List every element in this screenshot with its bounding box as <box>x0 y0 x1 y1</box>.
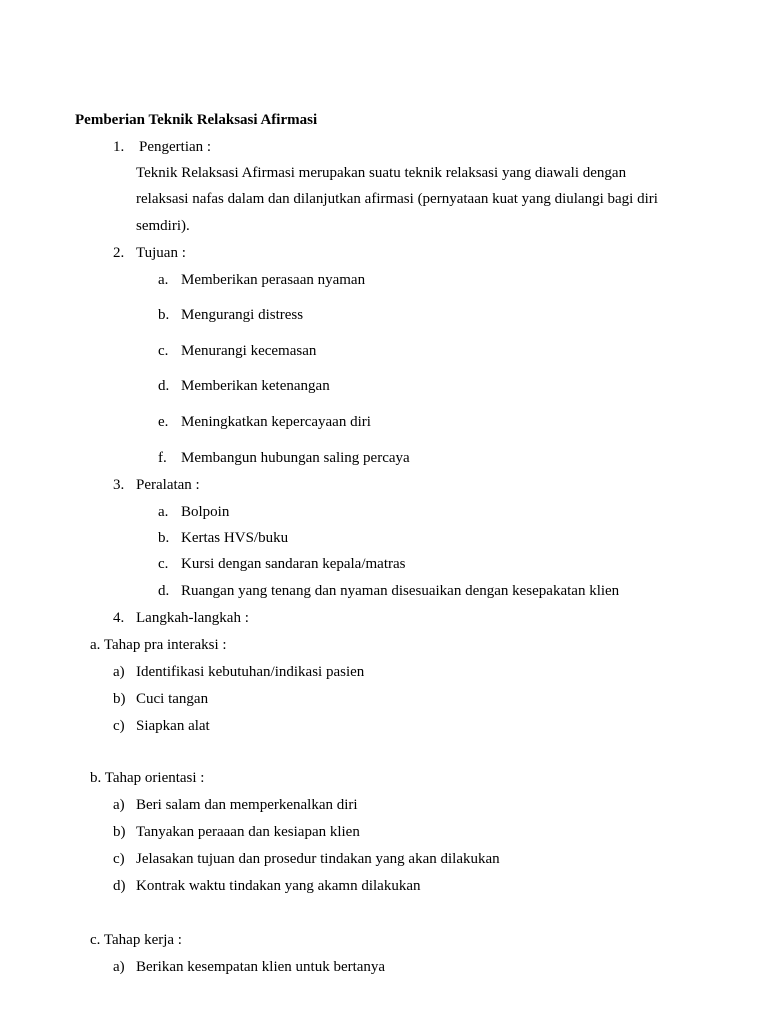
list-item: Menurangi kecemasan <box>181 343 317 359</box>
section-heading-pengertian: Pengertian : <box>139 139 212 155</box>
section-heading-langkah: Langkah-langkah : <box>136 610 249 626</box>
list-item: Cuci tangan <box>136 691 209 707</box>
section-heading-peralatan: Peralatan : <box>136 477 200 493</box>
stage-heading-kerja: c. Tahap kerja : <box>90 932 182 948</box>
list-marker: a. <box>158 504 169 520</box>
list-marker: e. <box>158 414 169 430</box>
list-item: Beri salam dan memperkenalkan diri <box>136 797 358 813</box>
section-number: 3. <box>113 477 125 493</box>
list-item: Memberikan ketenangan <box>181 378 330 394</box>
list-marker: a) <box>113 664 125 680</box>
list-marker: c. <box>158 556 169 572</box>
list-item: Kursi dengan sandaran kepala/matras <box>181 556 406 572</box>
paragraph-line: relaksasi nafas dalam dan dilanjutkan afirmasi (pernyataan kuat yang diulangi bagi diri <box>136 191 658 207</box>
list-item: Kontrak waktu tindakan yang akamn dilakukan <box>136 878 421 894</box>
list-marker: d) <box>113 878 126 894</box>
list-marker: d. <box>158 378 170 394</box>
list-marker: c) <box>113 718 125 734</box>
list-item: Bolpoin <box>181 504 230 520</box>
section-number: 2. <box>113 245 125 261</box>
list-item: Mengurangi distress <box>181 307 304 323</box>
list-item: Tanyakan peraaan dan kesiapan klien <box>136 824 360 840</box>
list-marker: f. <box>158 450 167 466</box>
list-marker: a) <box>113 959 125 975</box>
list-item: Memberikan perasaan nyaman <box>181 272 366 288</box>
section-heading-tujuan: Tujuan : <box>136 245 186 261</box>
list-marker: b. <box>158 530 170 546</box>
list-marker: d. <box>158 583 170 599</box>
list-item: Kertas HVS/buku <box>181 530 289 546</box>
list-item: Identifikasi kebutuhan/indikasi pasien <box>136 664 365 680</box>
list-item: Jelasakan tujuan dan prosedur tindakan yang akan dilakukan <box>136 851 500 867</box>
list-item: Berikan kesempatan klien untuk bertanya <box>136 959 386 975</box>
list-marker: b. <box>158 307 170 323</box>
paragraph-line: Teknik Relaksasi Afirmasi merupakan suatu teknik relaksasi yang diawali dengan <box>136 165 627 181</box>
section-number: 1. <box>113 139 125 155</box>
list-marker: b) <box>113 691 126 707</box>
list-marker: c. <box>158 343 169 359</box>
list-item: Ruangan yang tenang dan nyaman disesuaikan dengan kesepakatan klien <box>181 583 620 599</box>
stage-heading-orientasi: b. Tahap orientasi : <box>90 770 205 786</box>
list-marker: a) <box>113 797 125 813</box>
section-number: 4. <box>113 610 125 626</box>
paragraph-line: semdiri). <box>136 218 190 234</box>
list-marker: b) <box>113 824 126 840</box>
list-marker: a. <box>158 272 169 288</box>
list-item: Membangun hubungan saling percaya <box>181 450 410 466</box>
stage-heading-pra-interaksi: a. Tahap pra interaksi : <box>90 637 227 653</box>
list-item: Meningkatkan kepercayaan diri <box>181 414 371 430</box>
list-item: Siapkan alat <box>136 718 210 734</box>
list-marker: c) <box>113 851 125 867</box>
document-title: Pemberian Teknik Relaksasi Afirmasi <box>75 112 318 128</box>
